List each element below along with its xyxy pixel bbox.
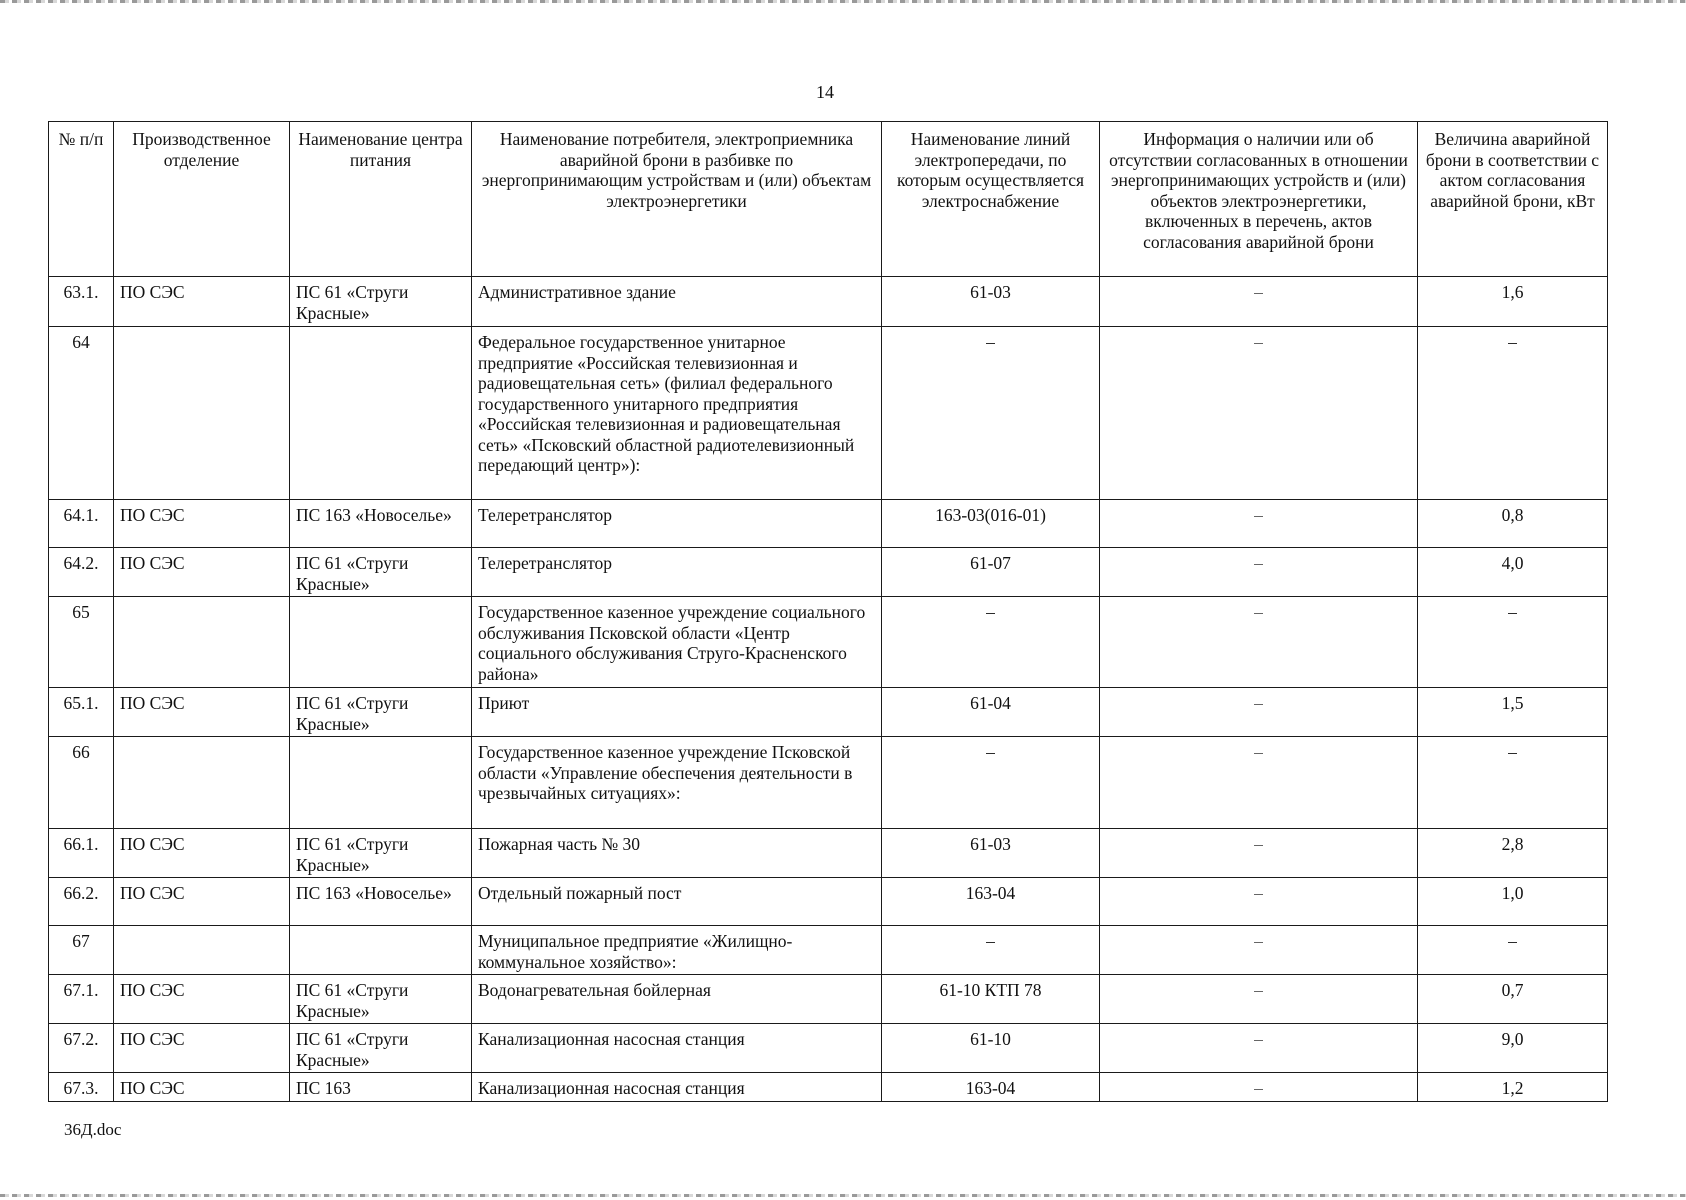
row-power-lines: 61-03 (882, 829, 1100, 878)
row-reserve-value: – (1418, 737, 1608, 829)
table-row (49, 829, 1608, 878)
row-division: ПО СЭС (114, 829, 290, 878)
row-division: ПО СЭС (114, 277, 290, 327)
row-consumer: Телеретранслятор (472, 548, 882, 597)
row-power-center: ПС 61 «Струги Красные» (290, 829, 472, 878)
table-row (49, 926, 1608, 975)
header-agreement-info: Информация о наличии или об отсутствии согласованных в отношении энергопринимающих устройств и (или) объектов электроэнергетики, включенных в перечень, актов согласования аварийной брони (1100, 122, 1418, 277)
row-reserve-value: – (1418, 597, 1608, 688)
row-power-lines: – (882, 737, 1100, 829)
row-number: 66 (49, 737, 114, 829)
row-division: ПО СЭС (114, 1073, 290, 1102)
table-row (49, 327, 1608, 500)
row-agreement-info: – (1100, 597, 1418, 688)
row-power-lines: 163-04 (882, 878, 1100, 926)
row-number: 63.1. (49, 277, 114, 327)
row-number: 64.1. (49, 500, 114, 548)
row-power-center: ПС 61 «Струги Красные» (290, 1024, 472, 1073)
row-consumer: Федеральное государственное унитарное предприятие «Российская телевизионная и радиовещательная сеть» (филиал федерального государственного унитарного предприятия «Российская телевизионная и радиовещательная сеть» «Псковский областной радиотелевизионный передающий центр»): (472, 327, 882, 500)
row-number: 64.2. (49, 548, 114, 597)
row-division (114, 737, 290, 829)
row-consumer: Государственное казенное учреждение Псковской области «Управление обеспечения деятельности в чрезвычайных ситуациях»: (472, 737, 882, 829)
header-consumer: Наименование потребителя, электроприемника аварийной брони в разбивке по энергопринимающим устройствам и (или) объектам электроэнергетики (472, 122, 882, 277)
row-agreement-info: – (1100, 737, 1418, 829)
row-reserve-value: 4,0 (1418, 548, 1608, 597)
row-agreement-info: – (1100, 277, 1418, 327)
row-consumer: Отдельный пожарный пост (472, 878, 882, 926)
row-reserve-value: 0,8 (1418, 500, 1608, 548)
row-reserve-value: – (1418, 926, 1608, 975)
table-row (49, 878, 1608, 926)
row-power-lines: 61-07 (882, 548, 1100, 597)
header-power-center: Наименование центра питания (290, 122, 472, 277)
row-power-center: ПС 61 «Струги Красные» (290, 975, 472, 1024)
row-number: 66.1. (49, 829, 114, 878)
table-row (49, 688, 1608, 737)
row-consumer: Муниципальное предприятие «Жилищно-коммунальное хозяйство»: (472, 926, 882, 975)
row-division (114, 597, 290, 688)
row-consumer: Канализационная насосная станция (472, 1073, 882, 1102)
table-row (49, 277, 1608, 327)
row-number: 65 (49, 597, 114, 688)
row-division: ПО СЭС (114, 548, 290, 597)
row-consumer: Канализационная насосная станция (472, 1024, 882, 1073)
row-division (114, 926, 290, 975)
row-agreement-info: – (1100, 878, 1418, 926)
row-power-lines: – (882, 926, 1100, 975)
row-power-center (290, 597, 472, 688)
row-power-lines: 163-03(016-01) (882, 500, 1100, 548)
header-reserve-value: Величина аварийной брони в соответствии с актом согласования аварийной брони, кВт (1418, 122, 1608, 277)
row-agreement-info: – (1100, 829, 1418, 878)
row-power-center: ПС 163 «Новоселье» (290, 878, 472, 926)
row-number: 64 (49, 327, 114, 500)
row-power-lines: – (882, 597, 1100, 688)
table-row (49, 1024, 1608, 1073)
row-number: 67.2. (49, 1024, 114, 1073)
row-power-lines: 61-10 КТП 78 (882, 975, 1100, 1024)
table-row (49, 597, 1608, 688)
row-power-center (290, 926, 472, 975)
scan-edge-top (0, 0, 1686, 3)
row-power-center: ПС 61 «Струги Красные» (290, 688, 472, 737)
row-power-lines: 61-10 (882, 1024, 1100, 1073)
row-agreement-info: – (1100, 688, 1418, 737)
row-power-center (290, 327, 472, 500)
row-agreement-info: – (1100, 327, 1418, 500)
scan-edge-bottom (0, 1194, 1686, 1197)
row-power-center: ПС 163 «Новоселье» (290, 500, 472, 548)
row-power-center: ПС 61 «Струги Красные» (290, 548, 472, 597)
row-reserve-value: – (1418, 327, 1608, 500)
row-division (114, 327, 290, 500)
row-consumer: Государственное казенное учреждение социального обслуживания Псковской области «Центр социального обслуживания Струго-Красненского района» (472, 597, 882, 688)
row-consumer: Приют (472, 688, 882, 737)
row-power-lines: 61-03 (882, 277, 1100, 327)
row-agreement-info: – (1100, 975, 1418, 1024)
row-consumer: Административное здание (472, 277, 882, 327)
table-row (49, 1073, 1608, 1102)
row-reserve-value: 1,0 (1418, 878, 1608, 926)
row-division: ПО СЭС (114, 688, 290, 737)
row-reserve-value: 1,2 (1418, 1073, 1608, 1102)
row-power-lines: – (882, 327, 1100, 500)
row-consumer: Пожарная часть № 30 (472, 829, 882, 878)
header-number: № п/п (49, 122, 114, 277)
row-number: 67 (49, 926, 114, 975)
row-reserve-value: 9,0 (1418, 1024, 1608, 1073)
row-agreement-info: – (1100, 500, 1418, 548)
row-agreement-info: – (1100, 1073, 1418, 1102)
page-number: 14 (816, 82, 834, 102)
row-power-center: ПС 61 «Струги Красные» (290, 277, 472, 327)
header-power-lines: Наименование линий электропередачи, по которым осуществляется электроснабжение (882, 122, 1100, 277)
row-agreement-info: – (1100, 926, 1418, 975)
row-power-lines: 61-04 (882, 688, 1100, 737)
row-number: 65.1. (49, 688, 114, 737)
row-power-center: ПС 163 (290, 1073, 472, 1102)
row-division: ПО СЭС (114, 878, 290, 926)
table-row (49, 975, 1608, 1024)
row-division: ПО СЭС (114, 500, 290, 548)
row-agreement-info: – (1100, 1024, 1418, 1073)
table-header-row (49, 122, 1608, 277)
row-agreement-info: – (1100, 548, 1418, 597)
row-division: ПО СЭС (114, 1024, 290, 1073)
emergency-reserve-table (48, 121, 1608, 1102)
row-power-center (290, 737, 472, 829)
row-power-lines: 163-04 (882, 1073, 1100, 1102)
row-reserve-value: 1,6 (1418, 277, 1608, 327)
row-number: 67.1. (49, 975, 114, 1024)
row-division: ПО СЭС (114, 975, 290, 1024)
row-consumer: Телеретранслятор (472, 500, 882, 548)
row-reserve-value: 1,5 (1418, 688, 1608, 737)
row-number: 66.2. (49, 878, 114, 926)
footer-filename: 36Д.doc (64, 1120, 122, 1139)
table-row (49, 737, 1608, 829)
row-consumer: Водонагревательная бойлерная (472, 975, 882, 1024)
row-reserve-value: 2,8 (1418, 829, 1608, 878)
row-reserve-value: 0,7 (1418, 975, 1608, 1024)
row-number: 67.3. (49, 1073, 114, 1102)
table-row (49, 500, 1608, 548)
header-division: Производственное отделение (114, 122, 290, 277)
table-row (49, 548, 1608, 597)
